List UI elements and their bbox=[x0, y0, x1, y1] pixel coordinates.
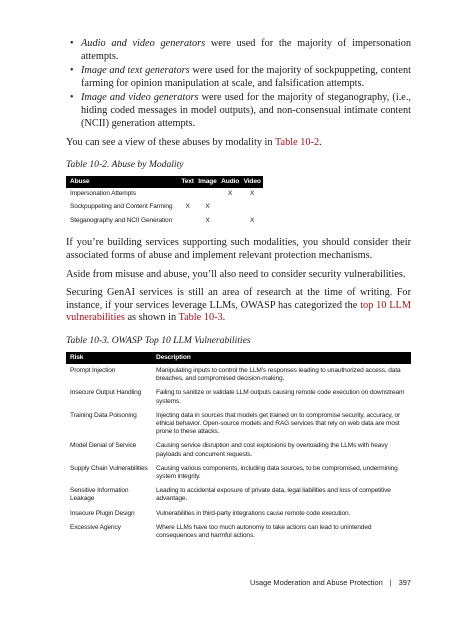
paragraph-security: Aside from misuse and abuse, you’ll also need to consider security vulnerabilities. bbox=[66, 268, 406, 280]
bullet-lead: Image and video generators bbox=[81, 92, 199, 104]
table-row bbox=[66, 507, 411, 521]
table-row bbox=[66, 188, 263, 201]
owasp-vulnerabilities-table bbox=[66, 352, 411, 543]
paragraph-text: You can see a view of these abuses by modality in bbox=[66, 137, 275, 149]
table-header-row bbox=[66, 176, 263, 188]
description-cell: Vulnerabilities in third-party integrations cause remote code execution. bbox=[156, 509, 351, 517]
risk-cell: Insecure Plugin Design bbox=[70, 509, 135, 517]
table-row bbox=[66, 364, 411, 386]
column-header: Description bbox=[152, 352, 411, 364]
column-header: Video bbox=[241, 176, 263, 188]
bullet-lead: Image and text generators bbox=[81, 65, 190, 77]
table-header-row bbox=[66, 352, 411, 364]
owasp-top10-link[interactable]: top 10 LLM vulnerabilities bbox=[66, 299, 411, 324]
table-cell bbox=[241, 201, 263, 214]
page-footer bbox=[66, 578, 411, 587]
table-cell bbox=[196, 188, 219, 201]
column-header: Abuse bbox=[66, 176, 179, 188]
risk-cell: Sensitive Information Leakage bbox=[70, 487, 129, 503]
bullet-item bbox=[66, 65, 411, 90]
table-cell bbox=[219, 214, 241, 227]
table-10-3-caption: Table 10-3. OWASP Top 10 LLM Vulnerabilities bbox=[66, 334, 251, 346]
table-cell: Impersonation Attempts bbox=[70, 190, 136, 198]
risk-cell: Insecure Output Handling bbox=[70, 389, 142, 397]
page-body bbox=[66, 38, 411, 543]
table-row bbox=[66, 439, 411, 461]
table-cell: Steganography and NCII Generation bbox=[70, 216, 173, 224]
table-row bbox=[66, 521, 411, 543]
table-cell bbox=[219, 201, 241, 214]
bullet-item bbox=[66, 38, 411, 63]
table-row bbox=[66, 484, 411, 506]
table-cell: Sockpuppeting and Content Farming bbox=[70, 203, 173, 211]
abuse-by-modality-table bbox=[66, 176, 263, 228]
column-header: Risk bbox=[66, 352, 152, 364]
risk-cell: Prompt Injection bbox=[70, 366, 116, 374]
paragraph-text: Securing GenAI services is still an area of research at the time of writing. For instance, if your services leverage LLMs, OWASP has categorized the bbox=[66, 287, 411, 311]
paragraph-building-services: If you’re building services supporting such modalities, you should consider their associated forms of abuse and implement relevant protection mechanisms. bbox=[66, 237, 411, 261]
risk-cell: Supply Chain Vulnerabilities bbox=[70, 464, 148, 472]
table-cell: X bbox=[205, 203, 210, 211]
table-10-2-caption: Table 10-2. Abuse by Modality bbox=[66, 158, 184, 170]
risk-cell: Training Data Poisoning bbox=[70, 411, 137, 419]
risk-cell: Excessive Agency bbox=[70, 523, 121, 531]
footer-section-title: Usage Moderation and Abuse Protection bbox=[250, 578, 383, 587]
table-cell bbox=[179, 188, 196, 201]
column-header: Text bbox=[179, 176, 196, 188]
table-cell: X bbox=[250, 216, 255, 224]
table-row bbox=[66, 386, 411, 408]
paragraph-modality: You can see a view of these abuses by modality in Table 10-2. bbox=[66, 137, 322, 149]
bullet-text: were used for the majority of steganography, (i.e., hiding coded messages in model outputs), and non-consensual intimate content (NCII) generation attempts. bbox=[81, 92, 411, 129]
description-cell: Manipulating inputs to control the LLM’s responses leading to unauthorized access, data breaches, and compromised decision-making. bbox=[156, 366, 401, 383]
bullet-text: were used for the majority of impersonation attempts. bbox=[81, 38, 411, 62]
bullet-lead: Audio and video generators bbox=[81, 38, 206, 49]
table-cell: X bbox=[228, 190, 233, 198]
footer-separator: | bbox=[389, 578, 392, 587]
description-cell: Causing service disruption and cost explosions by overloading the LLMs with heavy payloads and concurrent requests. bbox=[156, 442, 388, 458]
risk-cell: Model Denial of Service bbox=[70, 442, 137, 450]
description-cell: Leading to accidental exposure of private data, legal liabilities and loss of competitive advantage. bbox=[156, 487, 391, 503]
bullet-item bbox=[66, 92, 411, 130]
table-row bbox=[66, 214, 263, 227]
table-cell: X bbox=[250, 190, 255, 198]
table-cell bbox=[179, 214, 196, 227]
description-cell: Injecting data in sources that models get trained on to compromise security, accuracy, or ethical behavior. Open-source models and RAG services that rely on web data are most prone to these attacks. bbox=[156, 411, 401, 436]
table-row bbox=[66, 409, 411, 440]
table-10-2-block bbox=[66, 159, 411, 228]
bullet-text: were used for the majority of sockpuppeting, content farming for opinion manipulation at scale, and falsification attempts. bbox=[81, 65, 411, 89]
table-cell: X bbox=[205, 216, 210, 224]
table-10-3-link[interactable]: Table 10-3 bbox=[178, 312, 223, 324]
table-row bbox=[66, 201, 263, 214]
table-row bbox=[66, 462, 411, 484]
table-10-3-block bbox=[66, 335, 411, 543]
description-cell: Where LLMs have too much autonomy to take actions can lead to unintended consequences and harmful actions. bbox=[156, 523, 372, 539]
page-number: 397 bbox=[398, 578, 411, 587]
modality-bullet-list bbox=[66, 38, 411, 130]
column-header: Image bbox=[196, 176, 219, 188]
column-header: Audio bbox=[219, 176, 241, 188]
table-10-2-link[interactable]: Table 10-2 bbox=[274, 137, 320, 149]
description-cell: Causing various components, including data sources, to be compromised, undermining system integrity. bbox=[156, 464, 398, 480]
table-cell: X bbox=[185, 203, 190, 211]
paragraph-securing-genai: Securing GenAI services is still an area of research at the time of writing. For instance, if your services leverage LLMs, OWASP has categorized the top 10 LLM vulnerabilities as shown in Table 10-3. bbox=[66, 287, 411, 324]
description-cell: Failing to sanitize or validate LLM outputs causing remote code execution on downstream systems. bbox=[156, 389, 405, 405]
